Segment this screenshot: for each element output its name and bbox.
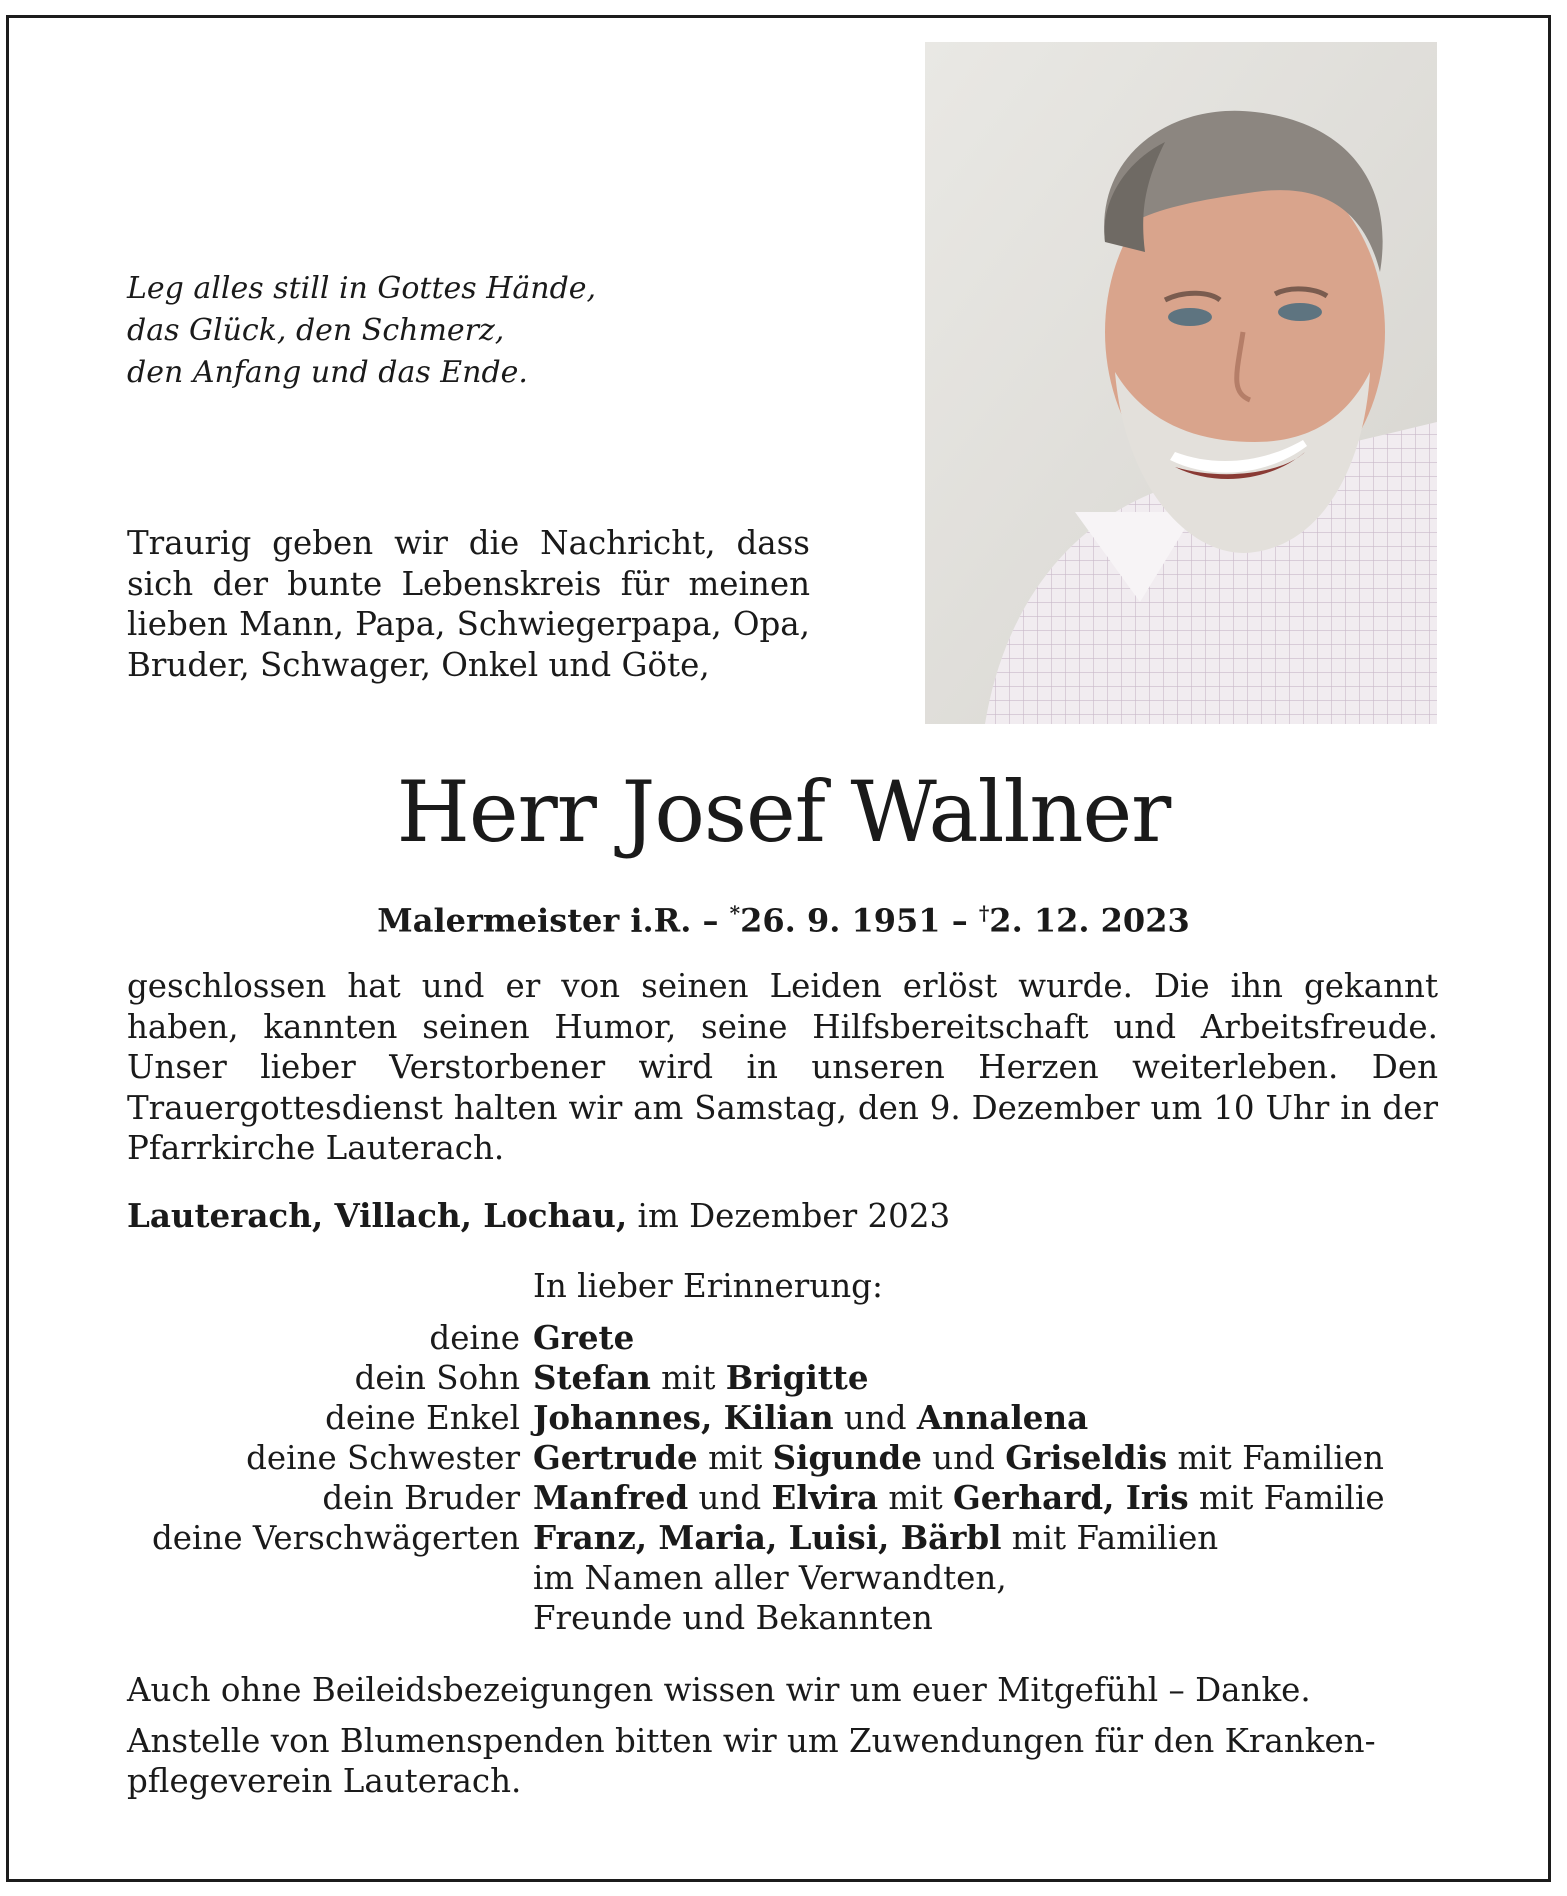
mourner-row <box>110 1358 1450 1398</box>
footer-notes <box>127 1670 1438 1801</box>
mourner-names: Gertrude mit Sigunde und Griseldis mit Familien <box>533 1438 1384 1477</box>
separator: – <box>951 901 968 940</box>
place-names: Lauterach, Villach, Lochau, <box>127 1196 628 1235</box>
death-date: 2. 12. 2023 <box>989 901 1190 940</box>
poem-line: den Anfang und das Ende. <box>127 355 528 390</box>
mourner-role: deine Enkel <box>325 1399 520 1437</box>
deceased-name: Herr Josef Wallner <box>396 763 1171 861</box>
thanks-note: Auch ohne Beileidsbezeigungen wissen wir um euer Mitgefühl – Danke. <box>127 1671 1311 1709</box>
mourner-row <box>110 1478 1450 1518</box>
mourner-names: Stefan mit Brigitte <box>533 1358 869 1397</box>
mourner-role: deine Schwester <box>246 1439 520 1477</box>
closing-line: im Namen aller Verwandten, <box>533 1559 1007 1597</box>
portrait-illustration <box>925 42 1437 724</box>
place-date: im Dezember 2023 <box>637 1197 951 1235</box>
birth-symbol: * <box>729 901 741 925</box>
separator: – <box>702 901 719 940</box>
mourner-row <box>110 1398 1450 1438</box>
mourner-row <box>110 1438 1450 1478</box>
place-date-line <box>127 1196 1438 1236</box>
occupation: Malermeister i.R. <box>377 901 692 940</box>
poem-line: das Glück, den Schmerz, <box>127 313 505 348</box>
donation-line: Anstelle von Blumenspenden bitten wir um Zuwendungen für den Kranken- <box>127 1722 1376 1760</box>
mourner-role: dein Bruder <box>322 1479 520 1517</box>
memory-title: In lieber Erinnerung: <box>533 1267 883 1305</box>
deceased-details <box>0 893 1567 941</box>
donation-line: pflegeverein Lauterach. <box>127 1762 522 1800</box>
mourner-names: Franz, Maria, Luisi, Bärbl mit Familien <box>533 1518 1219 1557</box>
donation-note <box>127 1721 1438 1801</box>
mourner-names: Manfred und Elvira mit Gerhard, Iris mit Familie <box>533 1478 1385 1517</box>
mourner-row <box>110 1518 1450 1558</box>
mourner-names: Johannes, Kilian und Annalena <box>533 1398 1089 1437</box>
mourner-role: dein Sohn <box>354 1359 520 1397</box>
mourner-role: deine Verschwägerten <box>152 1519 520 1557</box>
intro-paragraph: Traurig geben wir die Nachricht, dass sich der bunte Lebenskreis für meinen lieben Mann, Papa, Schwiegerpapa, Opa, Bruder, Schwager, Onkel und Göte, <box>127 524 810 684</box>
closing-line: Freunde und Bekannten <box>533 1599 933 1637</box>
death-symbol: † <box>978 901 990 925</box>
mourner-row <box>110 1318 1450 1358</box>
poem <box>127 268 747 394</box>
mourner-names: Grete <box>533 1318 635 1357</box>
birth-date: 26. 9. 1951 <box>740 901 941 940</box>
poem-line: Leg alles still in Gottes Hände, <box>127 271 597 306</box>
mourner-role: deine <box>429 1319 520 1357</box>
portrait-photo <box>925 42 1437 724</box>
mourners-list <box>110 1318 1450 1638</box>
body-paragraph: geschlossen hat und er von seinen Leiden erlöst wurde. Die ihn gekannt haben, kannten seinen Humor, seine Hilfsbereitschaft und Arbeitsfreude. Unser lieber Verstorbener wird in unseren Herzen weiterleben. Den Trauergottesdienst halten wir am Samstag, den 9. Dezember um 10 Uhr in der Pfarrkirche Lauterach. <box>127 967 1438 1167</box>
